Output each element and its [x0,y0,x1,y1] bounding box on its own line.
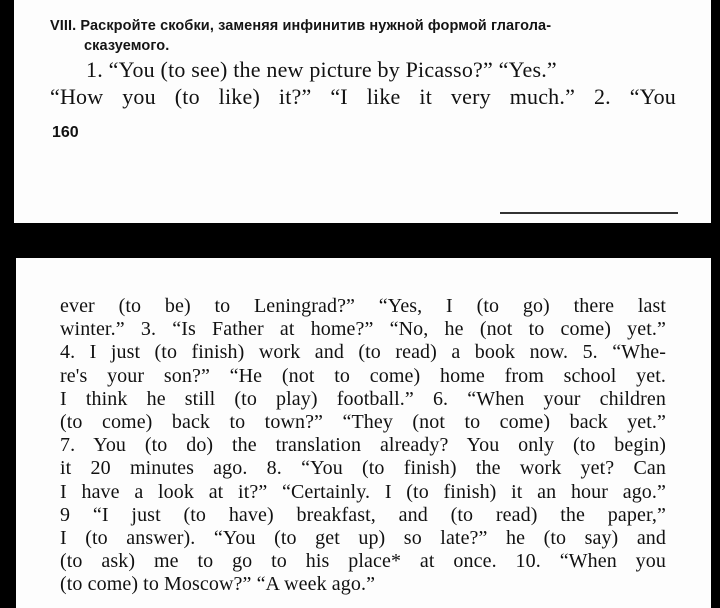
text-line: ever (to be) to Leningrad?” “Yes, I (to go) there last [60,295,666,317]
exercise-heading [50,16,680,56]
text-line: 9 “I just (to have) breakfast, and (to read) the paper,” [60,503,666,526]
text-line: 1. “You (to see) the new picture by Picasso?” “Yes.” [86,57,557,82]
text-line: it 20 minutes ago. 8. “You (to finish) the work yet? Can [60,457,666,480]
text-line: re's your son?” “He (not to come) home from school yet. [60,364,666,387]
exercise-text-continuation [60,295,666,597]
text-line: I have a look at it?” “Certainly. I (to finish) it an hour ago.” [60,480,666,503]
text-line: (to ask) me to go to his place* at once. 10. “When you [60,550,666,573]
page-number: 160 [52,124,79,141]
text-line: I (to answer). “You (to get up) so late?” he (to say) and [60,527,666,550]
text-line: (to come) back to town?” “They (not to come) back yet.” [60,411,666,434]
text-line: “How you (to like) it?” “I like it very much.” 2. “You [50,84,676,109]
text-line: (to come) to Moscow?” “A week ago.” [60,573,376,596]
bottom-page-fragment [16,258,711,608]
text-line: 4. I just (to finish) work and (to read) a book now. 5. “Whe- [60,341,666,364]
exercise-heading-line: сказуемого. [84,38,170,54]
text-line: winter.” 3. “Is Father at home?” “No, he (not to come) yet.” [60,318,666,341]
text-line: 7. You (to do) the translation already? You only (to begin) [60,434,666,457]
exercise-heading-line: VIII. Раскройте скобки, заменяя инфинитив нужной формой глагола- [50,18,552,34]
footnote-rule [500,212,678,214]
exercise-text-start [50,56,676,110]
text-line: I think he still (to play) football.” 6. “When your children [60,387,666,410]
top-page-fragment [14,0,711,223]
